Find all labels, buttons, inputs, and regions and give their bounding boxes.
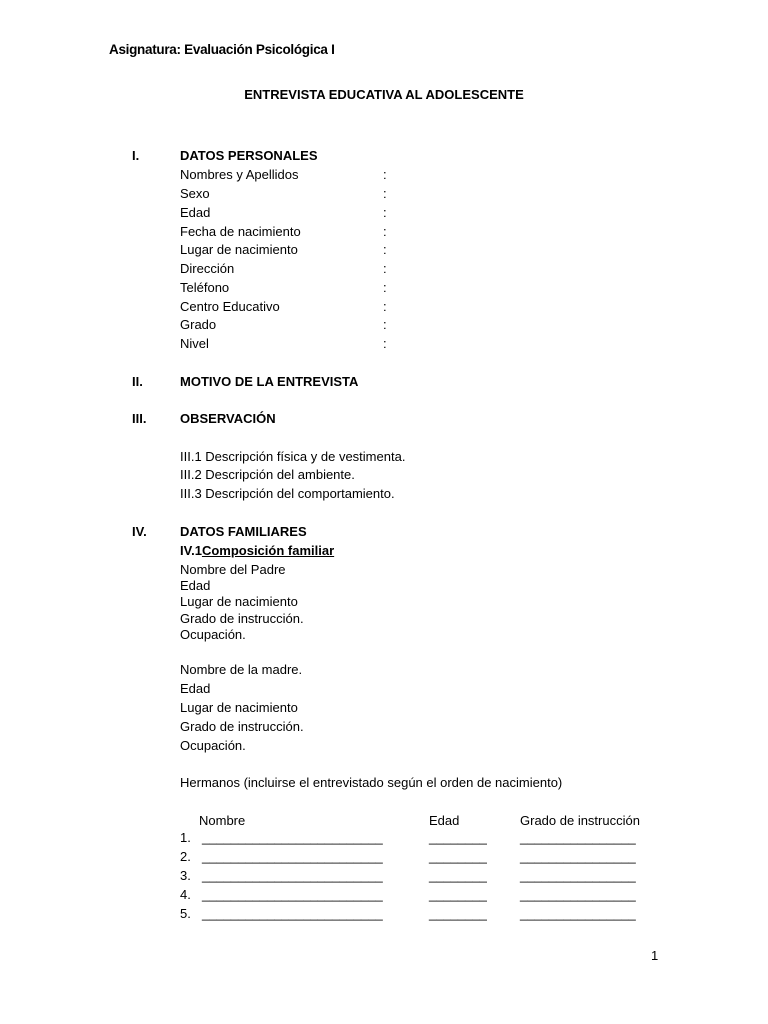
field-label: Teléfono: [180, 280, 230, 295]
subsection-title: Composición familiar: [201, 543, 335, 558]
row-grade-blank: ________________: [520, 887, 636, 902]
section-3-number: III.: [132, 411, 147, 426]
row-grade-blank: ________________: [520, 868, 636, 883]
row-name-blank: _________________________: [202, 830, 383, 845]
observation-item: III.3 Descripción del comportamiento.: [180, 486, 395, 501]
observation-item: III.1 Descripción física y de vestimenta.: [180, 449, 406, 464]
subsection-prefix: IV.1: [180, 543, 202, 558]
field-colon: :: [383, 317, 387, 332]
mother-field: Nombre de la madre.: [180, 662, 303, 677]
course-header: Asignatura: Evaluación Psicológica I: [109, 42, 335, 57]
section-3-title: OBSERVACIÓN: [180, 411, 276, 426]
section-2-number: II.: [132, 374, 143, 389]
row-number: 1.: [180, 830, 191, 845]
row-grade-blank: ________________: [520, 849, 636, 864]
row-age-blank: ________: [429, 849, 487, 864]
column-header-name: Nombre: [199, 813, 246, 828]
father-field: Edad: [180, 578, 211, 593]
row-grade-blank: ________________: [520, 830, 636, 845]
field-label: Dirección: [180, 261, 235, 276]
field-colon: :: [383, 167, 387, 182]
field-label: Fecha de nacimiento: [180, 224, 301, 239]
field-colon: :: [383, 336, 387, 351]
field-colon: :: [383, 280, 387, 295]
field-colon: :: [383, 261, 387, 276]
field-label: Grado: [180, 317, 217, 332]
row-name-blank: _________________________: [202, 849, 383, 864]
section-4-title: DATOS FAMILIARES: [180, 524, 307, 539]
field-label: Nombres y Apellidos: [180, 167, 299, 182]
father-field: Grado de instrucción.: [180, 611, 304, 626]
row-age-blank: ________: [429, 868, 487, 883]
father-field: Nombre del Padre: [180, 562, 286, 577]
field-colon: :: [383, 299, 387, 314]
row-number: 2.: [180, 849, 191, 864]
field-label: Nivel: [180, 336, 209, 351]
siblings-note: Hermanos (incluirse el entrevistado según el orden de nacimiento): [180, 775, 563, 790]
section-4-number: IV.: [132, 524, 147, 539]
mother-field: Grado de instrucción.: [180, 719, 304, 734]
row-number: 4.: [180, 887, 191, 902]
mother-field: Ocupación.: [180, 738, 246, 753]
mother-field: Lugar de nacimiento: [180, 700, 298, 715]
row-number: 3.: [180, 868, 191, 883]
row-age-blank: ________: [429, 830, 487, 845]
field-label: Edad: [180, 205, 211, 220]
field-label: Sexo: [180, 186, 210, 201]
document-title: ENTREVISTA EDUCATIVA AL ADOLESCENTE: [244, 87, 524, 102]
row-name-blank: _________________________: [202, 868, 383, 883]
subsection-heading: [180, 543, 334, 558]
column-header-age: Edad: [429, 813, 460, 828]
father-field: Lugar de nacimiento: [180, 594, 298, 609]
field-colon: :: [383, 224, 387, 239]
row-age-blank: ________: [429, 887, 487, 902]
row-name-blank: _________________________: [202, 887, 383, 902]
field-colon: :: [383, 242, 387, 257]
section-2-title: MOTIVO DE LA ENTREVISTA: [180, 374, 359, 389]
field-colon: :: [383, 205, 387, 220]
observation-item: III.2 Descripción del ambiente.: [180, 467, 355, 482]
row-number: 5.: [180, 906, 191, 921]
field-colon: :: [383, 186, 387, 201]
section-1-title: DATOS PERSONALES: [180, 148, 318, 163]
row-name-blank: _________________________: [202, 906, 383, 921]
mother-field: Edad: [180, 681, 211, 696]
row-grade-blank: ________________: [520, 906, 636, 921]
father-field: Ocupación.: [180, 627, 246, 642]
page-number: 1: [651, 948, 659, 963]
row-age-blank: ________: [429, 906, 487, 921]
field-label: Centro Educativo: [180, 299, 280, 314]
column-header-grade: Grado de instrucción: [520, 813, 640, 828]
section-1-number: I.: [132, 148, 140, 163]
field-label: Lugar de nacimiento: [180, 242, 298, 257]
